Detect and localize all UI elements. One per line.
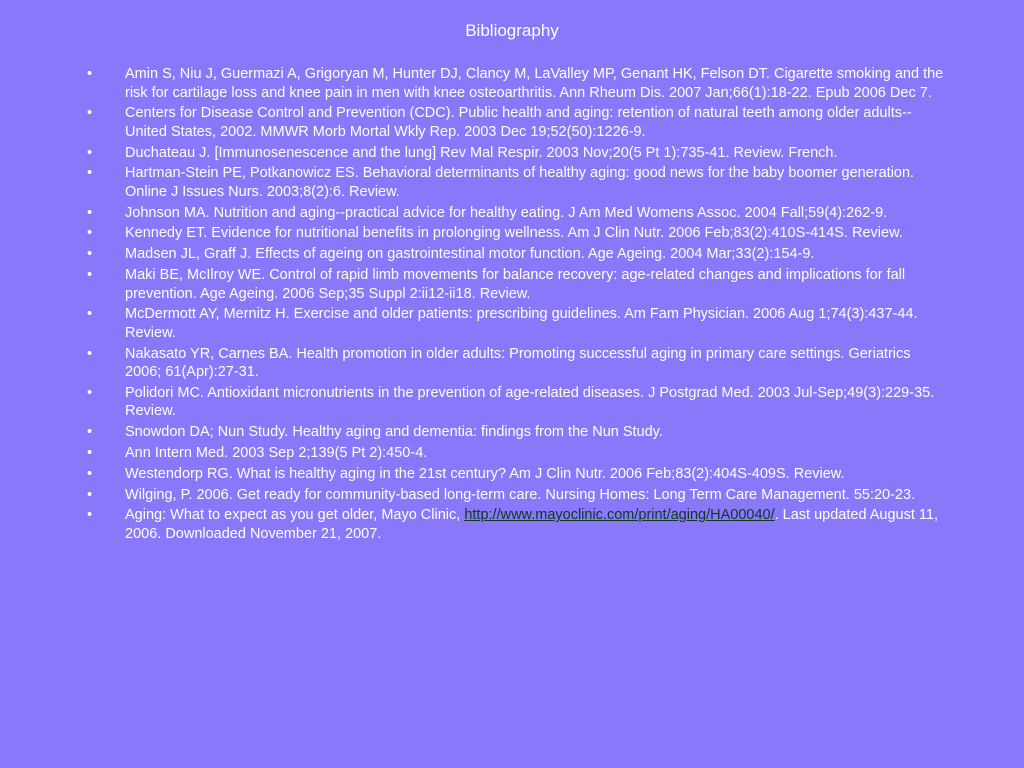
- bibliography-list: [87, 65, 947, 546]
- slide-title: Bibliography: [465, 21, 559, 40]
- entry-text: Johnson MA. Nutrition and aging--practical advice for healthy eating. J Am Med Womens Assoc. 2004 Fall;59(4):262-9.: [125, 204, 888, 221]
- bullet-icon: •: [87, 306, 93, 323]
- bullet-icon: •: [87, 66, 93, 82]
- bibliography-entry: [87, 305, 947, 342]
- entry-text: Kennedy ET. Evidence for nutritional benefits in prolonging wellness. Am J Clin Nutr. 2006 Feb;83(2):410S-414S. Review.: [125, 225, 903, 242]
- bullet-icon: •: [87, 165, 93, 182]
- entry-text: Ann Intern Med. 2003 Sep 2;139(5 Pt 2):450-4.: [125, 445, 428, 462]
- bibliography-entry: [87, 486, 947, 505]
- entry-text: Westendorp RG. What is healthy aging in the 21st century? Am J Clin Nutr. 2006 Feb;83(2):404S-409S. Review.: [125, 465, 845, 482]
- bibliography-entry: [87, 266, 947, 303]
- bullet-icon: •: [87, 486, 93, 503]
- bibliography-entry: [87, 465, 947, 484]
- entry-text: Amin S, Niu J, Guermazi A, Grigoryan M, Hunter DJ, Clancy M, LaValley MP, Genant HK, Felson DT. Cigarette smoking and the risk for cartilage loss and knee pain in men with knee osteoarthritis. Ann Rheum Dis. 2007 Jan;66(1):18-22. Epub 2006 Dec 7.: [125, 66, 944, 101]
- entry-text: Hartman-Stein PE, Potkanowicz ES. Behavioral determinants of healthy aging: good news for the baby boomer generation. Online J Issues Nurs. 2003;8(2):6. Review.: [125, 165, 915, 200]
- entry-text: Madsen JL, Graff J. Effects of ageing on gastrointestinal motor function. Age Ageing. 2004 Mar;33(2):154-9.: [125, 246, 815, 263]
- mayo-clinic-link[interactable]: http://www.mayoclinic.com/print/aging/HA00040/: [464, 507, 775, 524]
- bibliography-entry: [87, 345, 947, 382]
- entry-text: Maki BE, McIlroy WE. Control of rapid limb movements for balance recovery: age-related changes and implications for fall prevention. Age Ageing. 2006 Sep;35 Suppl 2:ii12-ii18. Review.: [125, 267, 906, 302]
- bullet-icon: •: [87, 465, 93, 482]
- entry-text-after-link: . Last updated August 11, 2006. Downloaded November 21, 2007.: [125, 507, 939, 542]
- bullet-icon: •: [87, 144, 93, 161]
- entry-text: McDermott AY, Mernitz H. Exercise and older patients: prescribing guidelines. Am Fam Physician. 2006 Aug 1;74(3):437-44. Review.: [125, 306, 918, 341]
- bibliography-entry: [87, 144, 947, 163]
- entry-text: Polidori MC. Antioxidant micronutrients in the prevention of age-related diseases. J Postgrad Med. 2003 Jul-Sep;49(3):229-35. Review.: [125, 384, 935, 420]
- entry-text-before-link: Aging: What to expect as you get older, Mayo Clinic,: [125, 507, 465, 524]
- bullet-icon: •: [87, 105, 93, 122]
- bullet-icon: •: [87, 445, 93, 462]
- bullet-icon: •: [87, 204, 93, 221]
- bibliography-entry: [87, 245, 947, 264]
- bullet-icon: •: [87, 246, 93, 263]
- bibliography-entry-mayo: [87, 506, 947, 543]
- bullet-icon: •: [87, 225, 93, 242]
- bibliography-entry: [87, 104, 947, 141]
- bullet-icon: •: [87, 507, 93, 524]
- bullet-icon: •: [87, 424, 93, 441]
- entry-text: Centers for Disease Control and Prevention (CDC). Public health and aging: retention of natural teeth among older adults--United States, 2002. MMWR Morb Mortal Wkly Rep. 2003 Dec 19;52(50):1226-9.: [125, 105, 912, 140]
- bibliography-entry: [87, 423, 947, 442]
- bibliography-entry: [87, 204, 947, 223]
- entry-text: Nakasato YR, Carnes BA. Health promotion in older adults: Promoting successful aging in primary care settings. Geriatrics 2006; 61(Apr):27-31.: [125, 345, 911, 381]
- bibliography-entry: [87, 224, 947, 243]
- bibliography-entry: [87, 65, 947, 102]
- bullet-icon: •: [87, 267, 93, 284]
- bullet-icon: •: [87, 384, 93, 401]
- entry-text: Snowdon DA; Nun Study. Healthy aging and dementia: findings from the Nun Study.: [125, 424, 663, 441]
- bullet-icon: •: [87, 345, 93, 362]
- bibliography-entry: [87, 444, 947, 463]
- entry-text: Wilging, P. 2006. Get ready for community-based long-term care. Nursing Homes: Long Term Care Management. 55:20-23.: [125, 486, 916, 503]
- entry-text: Duchateau J. [Immunosenescence and the lung] Rev Mal Respir. 2003 Nov;20(5 Pt 1):735-41. Review. French.: [125, 144, 838, 161]
- bibliography-entry: [87, 384, 947, 421]
- bibliography-entry: [87, 164, 947, 201]
